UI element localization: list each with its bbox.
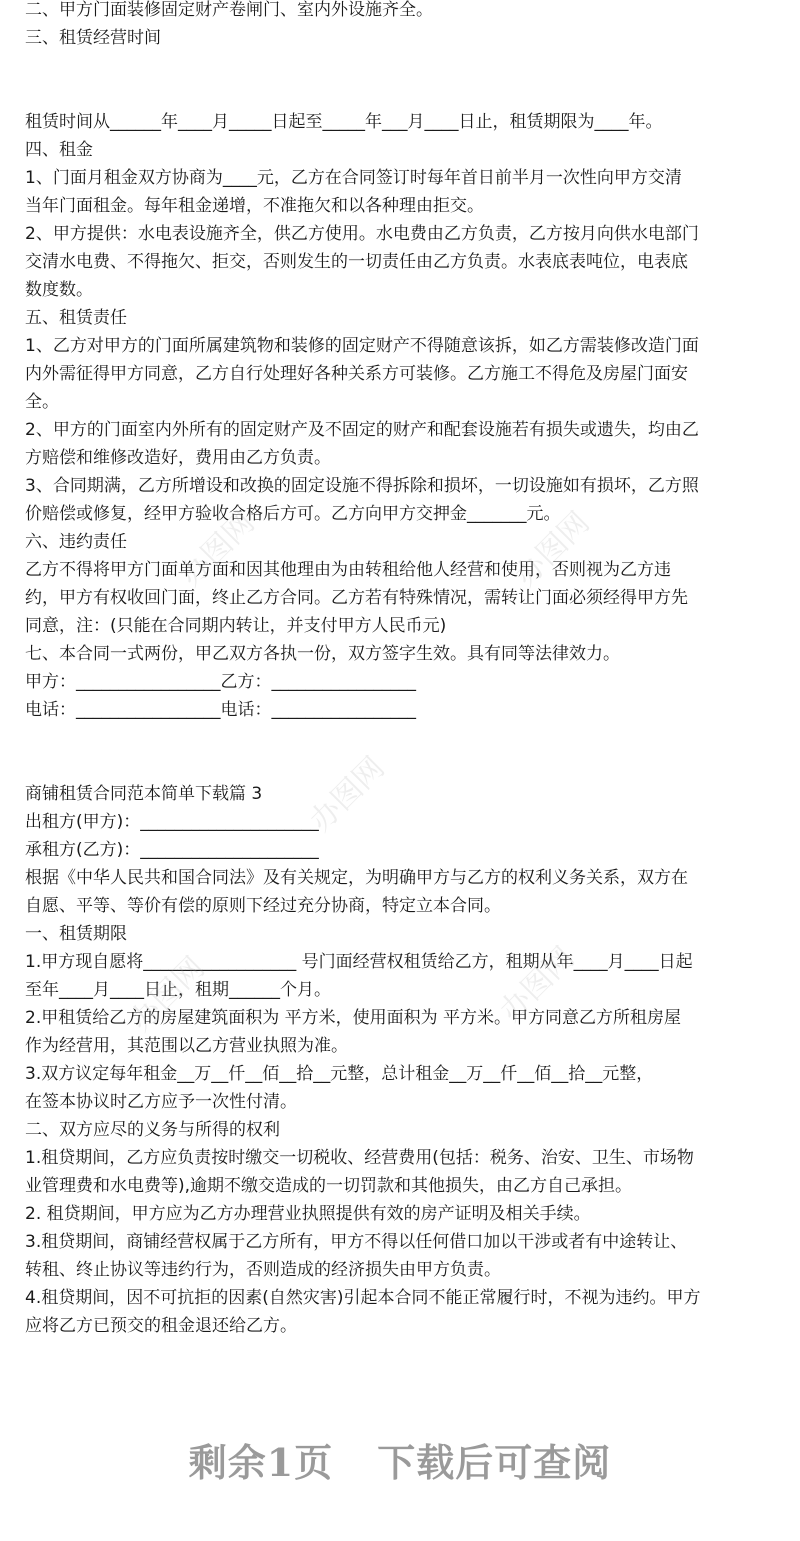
text-line: 同意，注：(只能在合同期内转让，并支付甲方人民币元) [25, 616, 447, 636]
text-line: 3、合同期满，乙方所增设和改换的固定设施不得拆除和损坏，一切设施如有损坏，乙方照 [25, 476, 699, 496]
text-line: 商铺租赁合同范本简单下载篇 3 [25, 784, 263, 804]
text-line: 至年____月____日止，租期______个月。 [25, 980, 331, 1000]
text-line: 转租、终止协议等违约行为，否则造成的经济损失由甲方负责。 [25, 1260, 501, 1280]
text-line: 内外需征得甲方同意，乙方自行处理好各种关系方可装修。乙方施工不得危及房屋门面安 [25, 364, 688, 384]
blank-line [25, 724, 777, 752]
download-prompt[interactable] [0, 1438, 800, 1488]
watermark: 办图网 [493, 940, 582, 1029]
text-line: 乙方不得将甲方门面单方面和因其他理由为由转租给他人经营和使用，否则视为乙方违 [25, 560, 671, 580]
text-line: 出租方(甲方)：_____________________ [25, 812, 319, 832]
text-line: 交清水电费、不得拖欠、拒交，否则发生的一切责任由乙方负责。水表底表吨位，电表底 [25, 252, 688, 272]
text-line: 应将乙方已预交的租金退还给乙方。 [25, 1316, 297, 1336]
text-line: 五、租赁责任 [25, 308, 127, 328]
text-line: 数度数。 [25, 280, 93, 300]
blank-line [25, 52, 777, 80]
text-line: 全。 [25, 392, 59, 412]
text-line: 六、违约责任 [25, 532, 127, 552]
text-line: 根据《中华人民共和国合同法》及有关规定，为明确甲方与乙方的权利义务关系，双方在 [25, 868, 688, 888]
watermark: 办图网 [508, 505, 597, 594]
blank-line [25, 752, 777, 780]
text-line: 3.租贷期间，商铺经营权属于乙方所有，甲方不得以任何借口加以干涉或者有中途转让、 [25, 1232, 688, 1252]
text-line: 2.甲租赁给乙方的房屋建筑面积为 平方米，使用面积为 平方米。甲方同意乙方所租房屋 [25, 1008, 682, 1028]
remaining-pages-text: 剩余1页 [188, 1440, 334, 1485]
text-line: 三、租赁经营时间 [25, 28, 161, 48]
text-line: 在签本协议时乙方应予一次性付清。 [25, 1092, 297, 1112]
text-line: 当年门面租金。每年租金递增，不准拖欠和以各种理由拒交。 [25, 196, 484, 216]
text-line: 业管理费和水电费等),逾期不缴交造成的一切罚款和其他损失，由乙方自己承担。 [25, 1176, 633, 1196]
text-line: 四、租金 [25, 140, 93, 160]
text-line: 2. 租贷期间，甲方应为乙方办理营业执照提供有效的房产证明及相关手续。 [25, 1204, 591, 1224]
text-line: 二、甲方门面装修固定财产卷闸门、室内外设施齐全。 [25, 0, 433, 20]
text-line: 一、租赁期限 [25, 924, 127, 944]
text-line: 作为经营用，其范围以乙方营业执照为准。 [25, 1036, 348, 1056]
text-line: 1、门面月租金双方协商为____元，乙方在合同签订时每年首日前半月一次性向甲方交清 [25, 168, 682, 188]
watermark: 办图网 [173, 505, 262, 594]
text-line: 二、双方应尽的义务与所得的权利 [25, 1120, 280, 1140]
download-to-view-text: 下载后可查阅 [377, 1440, 612, 1485]
text-line: 2、甲方的门面室内外所有的固定财产及不固定的财产和配套设施若有损失或遗失，均由乙 [25, 420, 699, 440]
text-line: 2、甲方提供：水电表设施齐全，供乙方使用。水电费由乙方负责，乙方按月向供水电部门 [25, 224, 699, 244]
text-line: 1、乙方对甲方的门面所属建筑物和装修的固定财产不得随意该拆，如乙方需装修改造门面 [25, 336, 699, 356]
text-line: 价赔偿或修复，经甲方验收合格后方可。乙方向甲方交押金_______元。 [25, 504, 561, 524]
text-line: 甲方：_________________乙方：_________________ [25, 672, 416, 692]
text-line: 1.甲方现自愿将__________________ 号门面经营权租赁给乙方，租期从年____月____日起 [25, 952, 693, 972]
text-line: 自愿、平等、等价有偿的原则下经过充分协商，特定立本合同。 [25, 896, 501, 916]
document-body [25, 0, 777, 1340]
watermark: 办图网 [303, 750, 392, 839]
text-line: 1.租贷期间，乙方应负责按时缴交一切税收、经营费用(包括：税务、治安、卫生、市场物 [25, 1148, 694, 1168]
text-line: 方赔偿和维修改造好，费用由乙方负责。 [25, 448, 331, 468]
text-line: 七、本合同一式两份，甲乙双方各执一份，双方签字生效。具有同等法律效力。 [25, 644, 620, 664]
blank-line [25, 80, 777, 108]
watermark: 办图网 [123, 950, 212, 1039]
text-line: 4.租贷期间，因不可抗拒的因素(自然灾害)引起本合同不能正常履行时，不视为违约。甲方 [25, 1288, 701, 1308]
text-line: 3.双方议定每年租金__万__仟__佰__拾__元整，总计租金__万__仟__佰__拾__元整， [25, 1064, 654, 1084]
text-line: 电话：_________________电话：_________________ [25, 700, 416, 720]
text-line: 租赁时间从______年____月_____日起至_____年___月____日止，租赁期限为____年。 [25, 112, 663, 132]
text-line: 承租方(乙方)：_____________________ [25, 840, 319, 860]
text-line: 约，甲方有权收回门面，终止乙方合同。乙方若有特殊情况，需转让门面必须经得甲方先 [25, 588, 688, 608]
